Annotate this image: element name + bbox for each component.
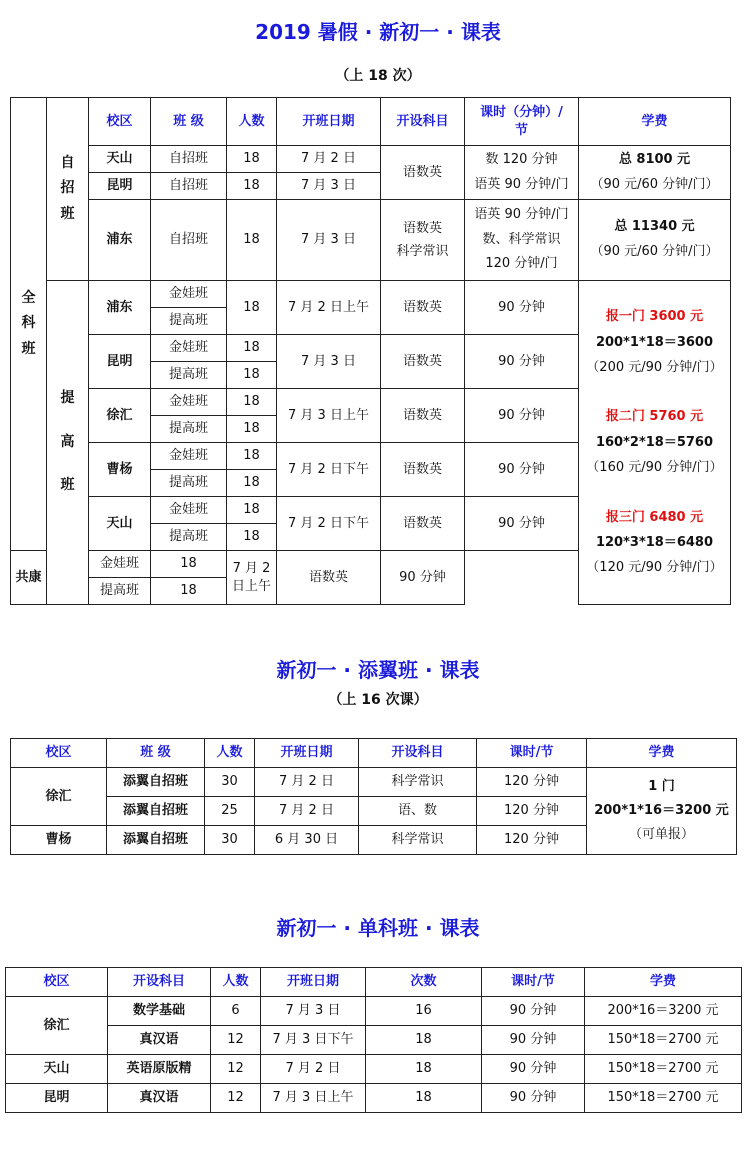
header-hours: 课时/节 xyxy=(482,968,585,997)
hours-cell: 120 分钟 xyxy=(477,768,587,797)
fee-cell: 200*16＝3200 元 xyxy=(585,997,742,1026)
date-cell: 7 月 3 日 xyxy=(261,997,366,1026)
class-cell: 提高班 xyxy=(89,578,151,605)
table1-full-course xyxy=(10,97,731,605)
hours-cell: 语英 90 分钟/门 数、科学常识 120 分钟/门 xyxy=(465,200,579,281)
date-cell: 7 月 2 日 xyxy=(277,146,381,173)
table1-title: 2019 暑假 · 新初一 · 课表 xyxy=(255,20,501,44)
hours-cell: 90 分钟 xyxy=(482,1026,585,1055)
date-cell: 7 月 2 日 xyxy=(255,797,359,826)
count-cell: 18 xyxy=(227,335,277,362)
count-cell: 18 xyxy=(227,389,277,416)
class-cell: 提高班 xyxy=(151,524,227,551)
date-cell: 7 月 2 日 xyxy=(255,768,359,797)
header-hours: 课时/节 xyxy=(477,739,587,768)
times-cell: 18 xyxy=(366,1026,482,1055)
table1-subtitle: （上 18 次） xyxy=(335,68,421,84)
hours-cell: 90 分钟 xyxy=(465,335,579,389)
count-cell: 18 xyxy=(227,362,277,389)
date-cell: 7 月 2 日上午 xyxy=(227,551,277,605)
count-cell: 25 xyxy=(205,797,255,826)
fee-cell xyxy=(587,768,737,855)
count-cell: 6 xyxy=(211,997,261,1026)
count-cell: 18 xyxy=(151,578,227,605)
header-campus: 校区 xyxy=(89,98,151,146)
times-cell: 18 xyxy=(366,1055,482,1084)
class-cell: 提高班 xyxy=(151,416,227,443)
date-cell: 7 月 2 日下午 xyxy=(277,443,381,497)
class-cell: 提高班 xyxy=(151,362,227,389)
hours-cell: 90 分钟 xyxy=(482,1084,585,1113)
campus-cell: 共康 xyxy=(11,551,47,605)
header-campus: 校区 xyxy=(6,968,108,997)
fee-note: （120 元/90 分钟/门） xyxy=(586,560,723,576)
count-cell: 18 xyxy=(227,524,277,551)
campus-cell: 曹杨 xyxy=(11,826,107,855)
subject-cell: 语数英 xyxy=(277,551,381,605)
class-cell: 添翼自招班 xyxy=(107,826,205,855)
header-fee: 学费 xyxy=(587,739,737,768)
count-cell: 30 xyxy=(205,768,255,797)
table2-title: 新初一 · 添翼班 · 课表 xyxy=(276,658,480,682)
fee-note: （90 元/60 分钟/门） xyxy=(590,176,719,192)
subject-cell: 科学常识 xyxy=(359,768,477,797)
class-cell: 金娃班 xyxy=(151,281,227,308)
hours-cell: 90 分钟 xyxy=(465,443,579,497)
date-cell: 7 月 2 日上午 xyxy=(277,281,381,335)
count-cell: 12 xyxy=(211,1055,261,1084)
fee-note: （200 元/90 分钟/门） xyxy=(586,360,723,376)
date-cell: 7 月 3 日 xyxy=(277,173,381,200)
subject-cell: 真汉语 xyxy=(108,1026,211,1055)
count-cell: 18 xyxy=(227,146,277,173)
fee-three-subjects: 报三门 6480 元 xyxy=(605,509,704,525)
improve-class-label: 提 高 班 xyxy=(47,281,89,605)
fee-note: （可单报） xyxy=(628,827,694,843)
full-class-label: 全 科 班 xyxy=(11,98,47,551)
count-cell: 12 xyxy=(211,1026,261,1055)
class-cell: 提高班 xyxy=(151,308,227,335)
subject-cell: 语数英 xyxy=(381,335,465,389)
count-cell: 18 xyxy=(227,470,277,497)
header-subjects: 开设科目 xyxy=(381,98,465,146)
times-cell: 16 xyxy=(366,997,482,1026)
class-cell: 金娃班 xyxy=(151,335,227,362)
subject-cell: 英语原版精 xyxy=(108,1055,211,1084)
campus-cell: 昆明 xyxy=(89,335,151,389)
header-start-date: 开班日期 xyxy=(277,98,381,146)
subject-cell: 语数英 xyxy=(381,146,465,200)
improve-fee-cell xyxy=(579,281,731,605)
hours-cell: 90 分钟 xyxy=(381,551,465,605)
count-cell: 12 xyxy=(211,1084,261,1113)
header-class: 班 级 xyxy=(107,739,205,768)
table2-wing-class xyxy=(10,738,737,855)
fee-calc: 160*2*18＝5760 xyxy=(595,434,714,450)
campus-cell: 徐汇 xyxy=(11,768,107,826)
hours-cell: 90 分钟 xyxy=(465,497,579,551)
fee-cell: 150*18＝2700 元 xyxy=(585,1026,742,1055)
table3-single-subject xyxy=(5,967,742,1113)
fee-calc: 200*1*16＝3200 元 xyxy=(594,802,729,818)
header-start-date: 开班日期 xyxy=(261,968,366,997)
subject-cell: 语数英 xyxy=(381,443,465,497)
fee-note: （90 元/60 分钟/门） xyxy=(590,244,719,259)
date-cell: 6 月 30 日 xyxy=(255,826,359,855)
table3-title: 新初一 · 单科班 · 课表 xyxy=(276,916,480,940)
count-cell: 18 xyxy=(151,551,227,578)
subject-cell: 数学基础 xyxy=(108,997,211,1026)
fee-calc: 120*3*18＝6480 xyxy=(595,534,714,550)
subject-cell: 语数英 xyxy=(381,497,465,551)
fee-count: 1 门 xyxy=(648,778,675,794)
subject-cell: 语数英 xyxy=(381,281,465,335)
campus-cell: 曹杨 xyxy=(89,443,151,497)
fee-two-subjects: 报二门 5760 元 xyxy=(605,409,704,425)
campus-cell: 浦东 xyxy=(89,281,151,335)
fee-note: （160 元/90 分钟/门） xyxy=(586,460,723,476)
class-cell: 金娃班 xyxy=(151,389,227,416)
count-cell: 18 xyxy=(227,416,277,443)
campus-cell: 天山 xyxy=(89,497,151,551)
header-subjects: 开设科目 xyxy=(359,739,477,768)
date-cell: 7 月 3 日下午 xyxy=(261,1026,366,1055)
date-cell: 7 月 3 日 xyxy=(277,200,381,281)
header-times: 次数 xyxy=(366,968,482,997)
hours-cell: 120 分钟 xyxy=(477,797,587,826)
date-cell: 7 月 3 日 xyxy=(277,335,381,389)
class-cell: 金娃班 xyxy=(151,497,227,524)
fee-total: 总 11340 元 xyxy=(614,219,695,235)
date-cell: 7 月 3 日上午 xyxy=(261,1084,366,1113)
hours-cell: 90 分钟 xyxy=(465,281,579,335)
count-cell: 18 xyxy=(227,173,277,200)
header-count: 人数 xyxy=(227,98,277,146)
count-cell: 18 xyxy=(227,200,277,281)
class-cell: 金娃班 xyxy=(151,443,227,470)
header-class: 班 级 xyxy=(151,98,227,146)
campus-cell: 昆明 xyxy=(89,173,151,200)
count-cell: 18 xyxy=(227,281,277,335)
header-fee: 学费 xyxy=(579,98,731,146)
fee-calc: 200*1*18＝3600 xyxy=(595,334,714,350)
date-cell: 7 月 3 日上午 xyxy=(277,389,381,443)
subject-cell: 语数英 科学常识 xyxy=(381,200,465,281)
class-cell: 金娃班 xyxy=(89,551,151,578)
hours-cell: 90 分钟 xyxy=(482,1055,585,1084)
fee-cell: 150*18＝2700 元 xyxy=(585,1055,742,1084)
campus-cell: 天山 xyxy=(6,1055,108,1084)
hours-cell: 90 分钟 xyxy=(465,389,579,443)
class-cell: 添翼自招班 xyxy=(107,768,205,797)
header-count: 人数 xyxy=(205,739,255,768)
header-hours: 课时（分钟）/ 节 xyxy=(465,98,579,146)
class-cell: 自招班 xyxy=(151,146,227,173)
date-cell: 7 月 2 日下午 xyxy=(277,497,381,551)
subject-cell: 科学常识 xyxy=(359,826,477,855)
campus-cell: 天山 xyxy=(89,146,151,173)
header-start-date: 开班日期 xyxy=(255,739,359,768)
header-count: 人数 xyxy=(211,968,261,997)
fee-cell xyxy=(579,200,731,281)
subject-cell: 语数英 xyxy=(381,389,465,443)
class-cell: 自招班 xyxy=(151,173,227,200)
campus-cell: 徐汇 xyxy=(6,997,108,1055)
hours-cell: 数 120 分钟 语英 90 分钟/门 xyxy=(465,146,579,200)
subject-cell: 语、数 xyxy=(359,797,477,826)
campus-cell: 徐汇 xyxy=(89,389,151,443)
table2-subtitle: （上 16 次课） xyxy=(328,692,428,708)
header-subjects: 开设科目 xyxy=(108,968,211,997)
campus-cell: 昆明 xyxy=(6,1084,108,1113)
count-cell: 30 xyxy=(205,826,255,855)
count-cell: 18 xyxy=(227,497,277,524)
times-cell: 18 xyxy=(366,1084,482,1113)
hours-cell: 120 分钟 xyxy=(477,826,587,855)
class-cell: 自招班 xyxy=(151,200,227,281)
class-cell: 提高班 xyxy=(151,470,227,497)
campus-cell: 浦东 xyxy=(89,200,151,281)
date-cell: 7 月 2 日 xyxy=(261,1055,366,1084)
subject-cell: 真汉语 xyxy=(108,1084,211,1113)
count-cell: 18 xyxy=(227,443,277,470)
header-fee: 学费 xyxy=(585,968,742,997)
fee-total: 总 8100 元 xyxy=(618,151,691,167)
hours-cell: 90 分钟 xyxy=(482,997,585,1026)
header-campus: 校区 xyxy=(11,739,107,768)
fee-cell xyxy=(579,146,731,200)
fee-cell: 150*18＝2700 元 xyxy=(585,1084,742,1113)
fee-one-subject: 报一门 3600 元 xyxy=(605,309,704,325)
class-cell: 添翼自招班 xyxy=(107,797,205,826)
self-recruit-label: 自 招 班 xyxy=(47,98,89,281)
